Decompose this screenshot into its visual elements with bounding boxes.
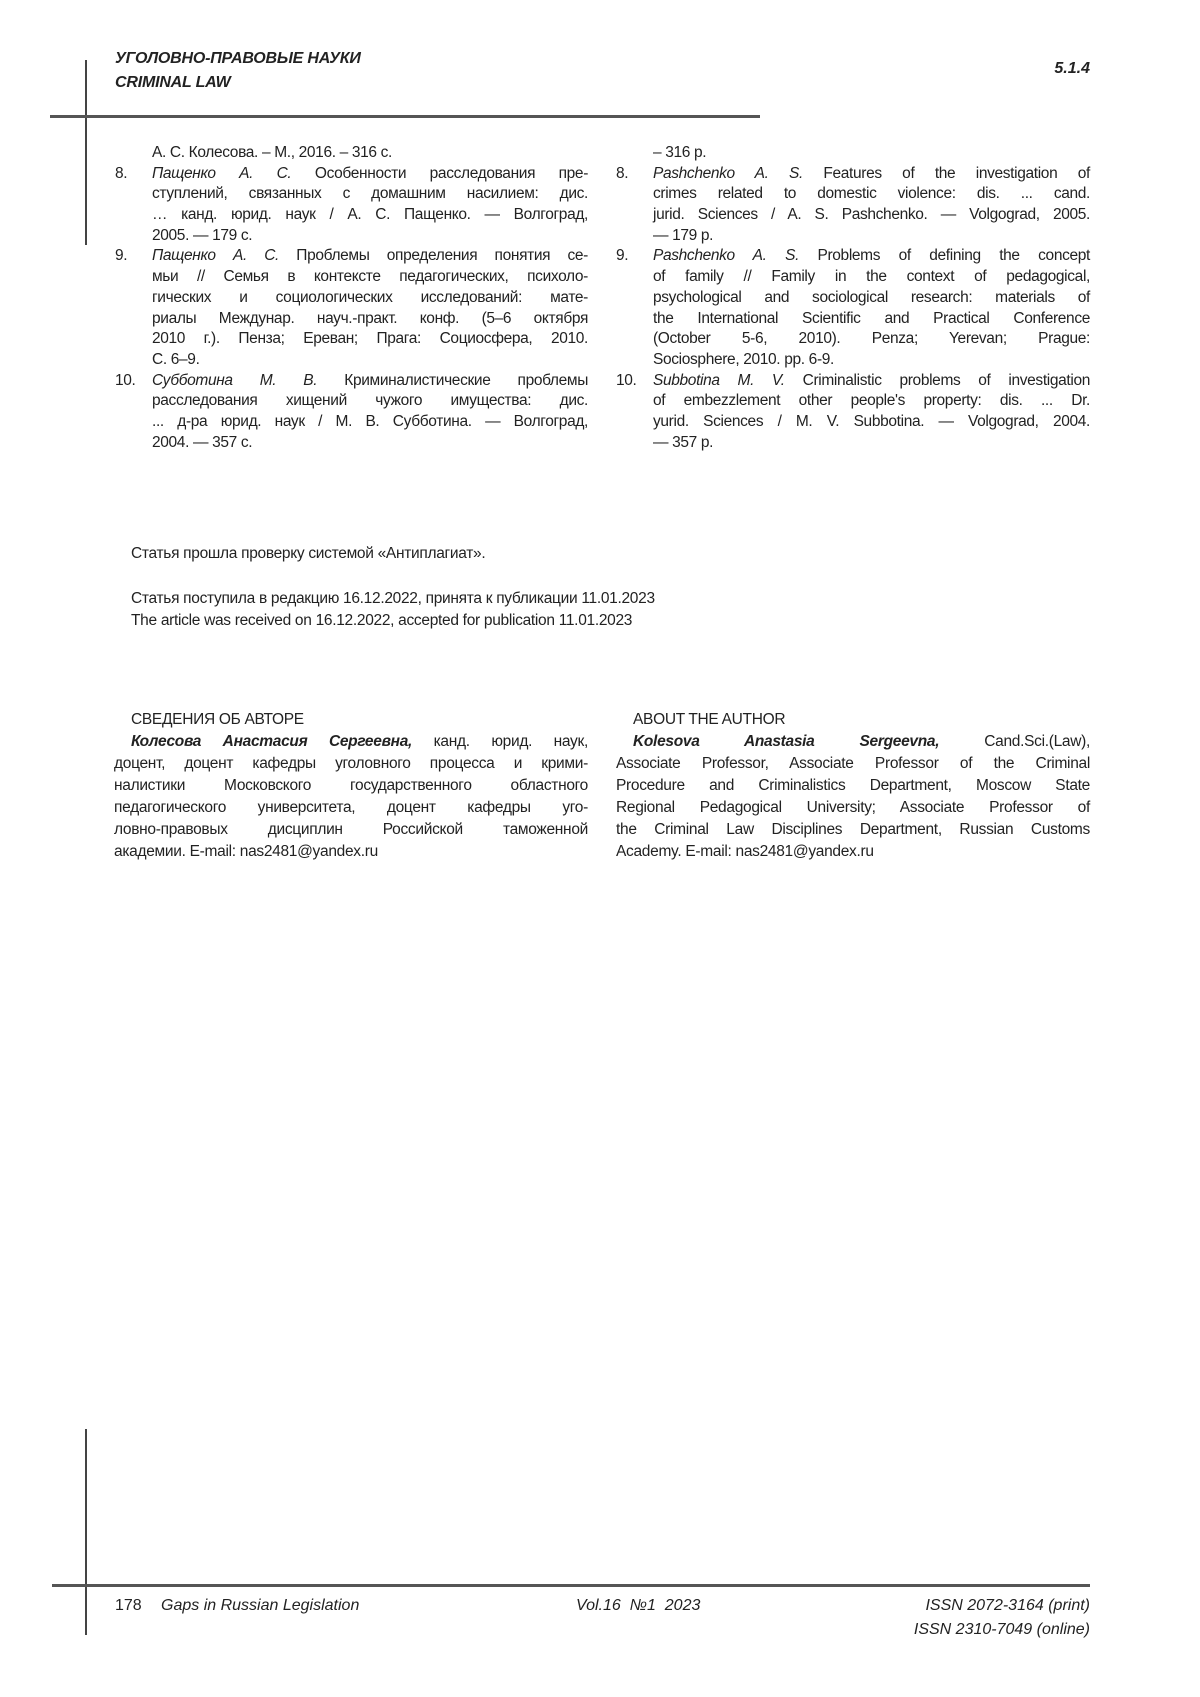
issue-info: Vol.16 №1 2023 <box>576 1597 701 1614</box>
bottom-margin-rule <box>85 1429 87 1635</box>
reference-text: С. 6–9. <box>152 350 200 368</box>
reference-number: 9. <box>115 247 128 265</box>
reference-line <box>152 143 588 164</box>
reference-text: расследования хищений чужого имущества: дис. <box>152 392 588 410</box>
reference-text: (October 5-6, 2010). Penza; Yerevan; Prague: <box>653 330 1090 348</box>
reference-line <box>152 391 588 412</box>
reference-text: Проблемы определения понятия се- <box>279 247 588 265</box>
reference-text: ступлений, связанных с домашним насилием: дис. <box>152 185 588 203</box>
reference-author: Pashchenko A. S. <box>653 247 800 265</box>
reference-item <box>115 164 589 247</box>
section-title-ru: УГОЛОВНО-ПРАВОВЫЕ НАУКИ <box>115 50 361 67</box>
reference-author: Subbotina M. V. <box>653 371 785 389</box>
reference-line <box>616 164 1090 185</box>
reference-line <box>653 329 1090 350</box>
reference-line <box>653 309 1090 330</box>
author-line <box>616 753 1090 775</box>
reference-line <box>653 350 1090 371</box>
reference-line <box>152 309 588 330</box>
reference-item <box>653 143 1090 164</box>
reference-line <box>653 391 1090 412</box>
reference-text: Sociosphere, 2010. pp. 6-9. <box>653 350 834 368</box>
author-line <box>616 841 1090 863</box>
author-line <box>616 797 1090 819</box>
top-margin-rule <box>85 60 87 245</box>
reference-text: of family // Family in the context of pedagogical, <box>653 268 1090 286</box>
reference-line <box>653 412 1090 433</box>
reference-line <box>152 226 588 247</box>
reference-line <box>653 184 1090 205</box>
author-text: Cand.Sci.(Law), <box>939 733 1090 750</box>
reference-number: 8. <box>115 164 128 182</box>
reference-author: Пащенко А. С. <box>152 164 292 182</box>
issn-print: ISSN 2072-3164 (print) <box>925 1597 1090 1614</box>
author-text: ловно-правовых дисциплин Российской таможенной <box>114 821 588 838</box>
author-heading: СВЕДЕНИЯ ОБ АВТОРЕ <box>131 711 304 728</box>
reference-text: jurid. Sciences / A. S. Pashchenko. — Volgograd, 2005. <box>653 206 1090 224</box>
author-text: Academy. E-mail: nas2481@yandex.ru <box>616 843 874 860</box>
author-name: Kolesova Anastasia Sergeevna, <box>633 733 940 750</box>
author-text: налистики Московского государственного областного <box>114 777 588 794</box>
reference-item <box>115 371 588 454</box>
reference-author: Pashchenko A. S. <box>653 164 803 182</box>
reference-author: Субботина М. В. <box>152 371 318 389</box>
reference-line <box>616 371 1090 392</box>
reference-line <box>152 267 588 288</box>
author-line <box>114 731 588 753</box>
footer-rule <box>52 1584 1090 1587</box>
reference-text: — 357 p. <box>653 433 714 451</box>
reference-text: psychological and sociological research: materials of <box>653 288 1090 306</box>
reference-item <box>616 246 1090 370</box>
reference-line <box>152 350 588 371</box>
author-line <box>616 731 1090 753</box>
author-line <box>114 753 588 775</box>
author-line <box>616 819 1090 841</box>
reference-item <box>616 164 1090 247</box>
section-code: 5.1.4 <box>1054 60 1090 77</box>
journal-name: Gaps in Russian Legislation <box>161 1597 360 1614</box>
received-note-ru: Статья поступила в редакцию 16.12.2022, принята к публикации 11.01.2023 <box>131 590 655 607</box>
reference-author: Пащенко А. С. <box>152 247 279 265</box>
author-info-en <box>616 709 1090 863</box>
reference-line <box>653 143 1090 164</box>
reference-text: Problems of defining the concept <box>799 247 1090 265</box>
reference-text: мьи // Семья в контексте педагогических, психоло- <box>152 268 588 286</box>
reference-line <box>152 184 588 205</box>
author-text: Associate Professor, Associate Professor of the Criminal <box>616 755 1090 772</box>
reference-line <box>152 329 588 350</box>
reference-line <box>653 288 1090 309</box>
author-line <box>114 775 588 797</box>
reference-line <box>115 371 588 392</box>
author-text: канд. юрид. наук, <box>412 733 588 750</box>
reference-item <box>115 246 588 370</box>
reference-line <box>653 205 1090 226</box>
reference-text: – 316 p. <box>653 144 707 161</box>
reference-text: of embezzlement other people's property: dis. ... Dr. <box>653 392 1090 410</box>
author-text: академии. E-mail: nas2481@yandex.ru <box>114 843 378 860</box>
section-title-en: CRIMINAL LAW <box>115 74 231 91</box>
reference-text: yurid. Sciences / M. V. Subbotina. — Volgograd, 2004. <box>653 412 1090 430</box>
author-line <box>114 797 588 819</box>
reference-line <box>653 433 1090 454</box>
author-text: доцент, доцент кафедры уголовного процесса и крими- <box>114 755 588 772</box>
reference-text: Криминалистические проблемы <box>317 371 588 389</box>
reference-text: the International Scientific and Practical Conference <box>653 309 1090 327</box>
reference-text: 2004. — 357 с. <box>152 433 253 451</box>
antiplagiat-note: Статья прошла проверку системой «Антиплагиат». <box>131 545 486 562</box>
author-text: Regional Pedagogical University; Associate Professor of <box>616 799 1090 816</box>
received-note-en: The article was received on 16.12.2022, accepted for publication 11.01.2023 <box>131 612 633 629</box>
author-line <box>114 819 588 841</box>
reference-line <box>616 246 1090 267</box>
reference-line <box>653 267 1090 288</box>
reference-line <box>152 412 588 433</box>
reference-item <box>152 143 588 164</box>
reference-text: … канд. юрид. наук / А. С. Пащенко. — Волгоград, <box>152 206 588 224</box>
reference-text: 2005. — 179 с. <box>152 226 253 244</box>
reference-text: А. С. Колесова. – М., 2016. – 316 с. <box>152 144 392 161</box>
page-number: 178 <box>115 1597 142 1614</box>
author-heading: ABOUT THE AUTHOR <box>633 711 786 728</box>
reference-line <box>653 226 1090 247</box>
reference-text: — 179 p. <box>653 226 714 244</box>
reference-item <box>616 371 1090 454</box>
reference-number: 9. <box>616 247 629 265</box>
reference-text: Features of the investigation of <box>802 164 1090 182</box>
author-name: Колесова Анастасия Сергеевна, <box>131 733 413 750</box>
author-line <box>616 775 1090 797</box>
reference-number: 10. <box>616 371 637 389</box>
reference-text: ... д-ра юрид. наук / М. В. Субботина. — Волгоград, <box>152 412 588 430</box>
reference-text: риалы Междунар. науч.-практ. конф. (5–6 октября <box>152 309 588 327</box>
reference-text: гических и социологических исследований: мате- <box>152 288 588 306</box>
author-info-ru <box>114 709 588 863</box>
reference-number: 10. <box>115 371 136 389</box>
references-en <box>616 143 1090 453</box>
reference-line <box>152 288 588 309</box>
reference-line <box>115 246 588 267</box>
reference-line <box>152 205 588 226</box>
header-rule <box>50 115 760 118</box>
author-text: Procedure and Criminalistics Department, Moscow State <box>616 777 1090 794</box>
reference-text: Criminalistic problems of investigation <box>784 371 1090 389</box>
reference-line <box>115 164 589 185</box>
reference-number: 8. <box>616 164 629 182</box>
author-text: the Criminal Law Disciplines Department, Russian Customs <box>616 821 1090 838</box>
reference-text: Особенности расследования пре- <box>291 164 589 182</box>
reference-line <box>152 433 588 454</box>
author-line <box>114 841 588 863</box>
references-ru <box>115 143 589 453</box>
issn-online: ISSN 2310-7049 (online) <box>913 1621 1090 1638</box>
author-text: педагогического университета, доцент кафедры уго- <box>114 799 588 816</box>
reference-text: 2010 г.). Пенза; Ереван; Прага: Социосфера, 2010. <box>152 330 588 348</box>
reference-text: crimes related to domestic violence: dis. ... cand. <box>653 185 1090 203</box>
